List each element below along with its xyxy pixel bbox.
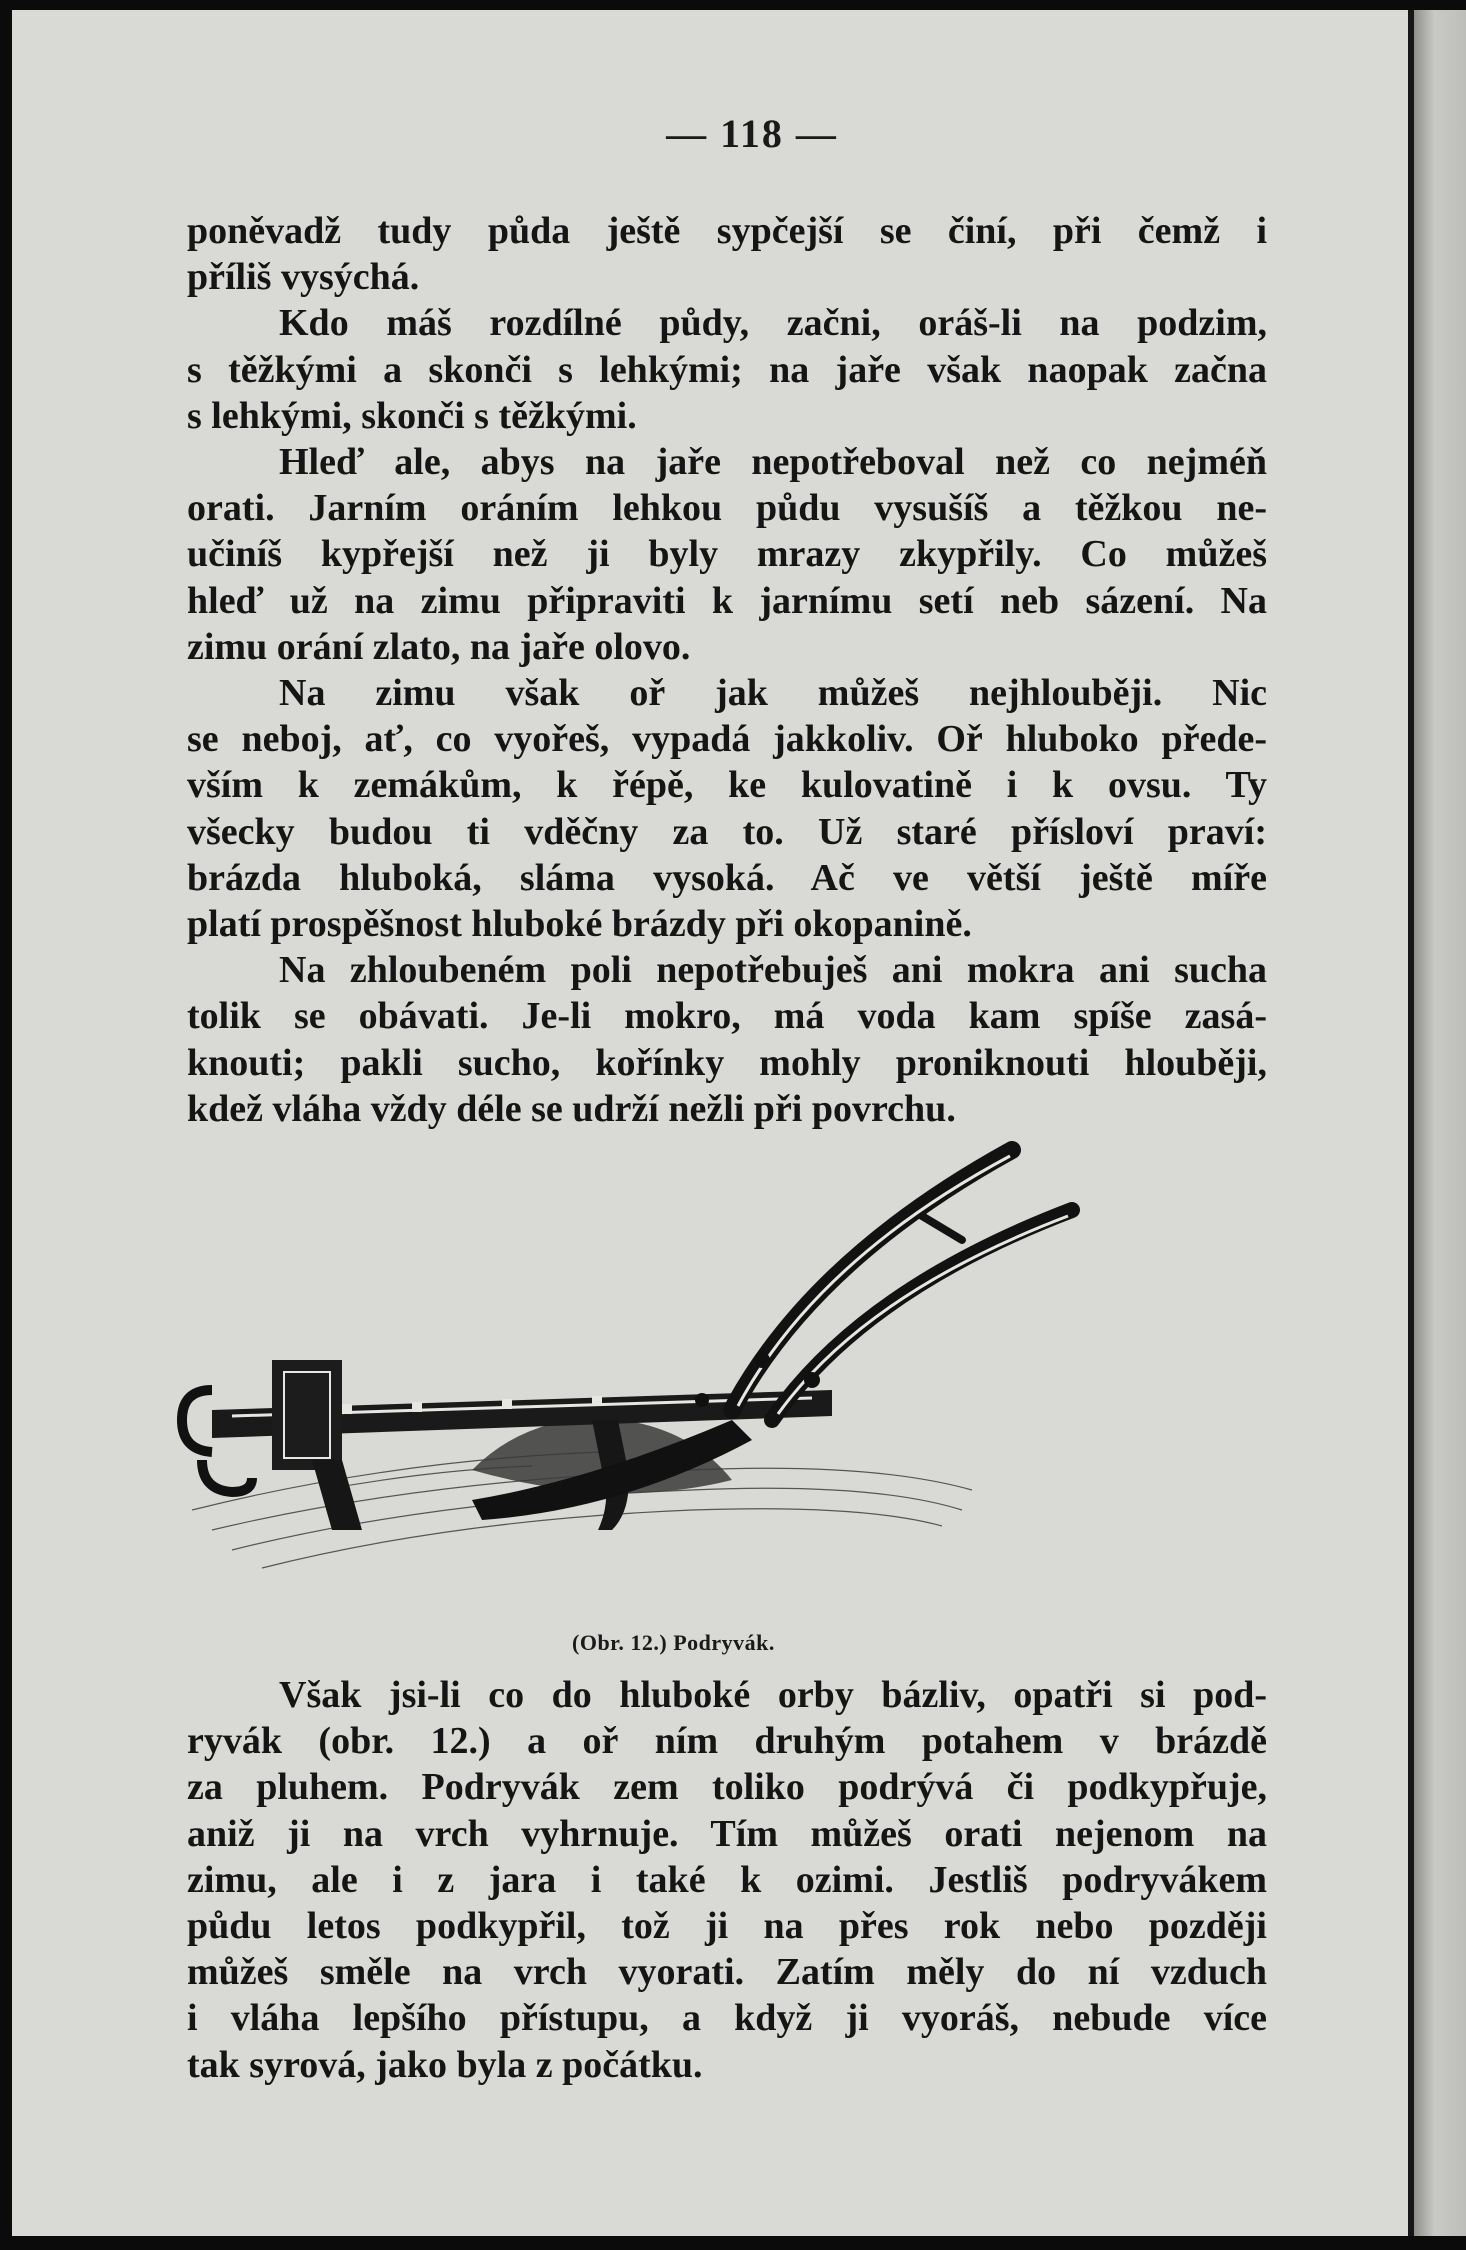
text-line: tolik se obávati. Je-li mokro, má voda kam spíše zasá-	[187, 995, 1267, 1038]
text-line: příliš vysýchá.	[187, 256, 420, 299]
body-text-top	[187, 208, 1267, 1132]
text-line: učiníš kypřejší než ji byly mrazy zkypřily. Co můžeš	[187, 533, 1267, 576]
text-line: s lehkými, skonči s těžkými.	[187, 394, 637, 437]
text-line: hleď už na zimu připraviti k jarnímu setí neb sázení. Na	[187, 579, 1267, 622]
clevis-block	[272, 1360, 342, 1470]
text-line: knouti; pakli sucho, kořínky mohly proniknouti hlouběji,	[187, 1041, 1267, 1084]
text-line: ryvák (obr. 12.) a oř ním druhým potahem v brázdě	[187, 1720, 1267, 1763]
text-line: Na zhloubeném poli nepotřebuješ ani mokra ani sucha	[279, 949, 1267, 992]
text-line: zimu, ale i z jara i také k ozimi. Jestliš podryvákem	[187, 1858, 1267, 1901]
text-line: můžeš směle na vrch vyorati. Zatím měly do ní vzduch	[187, 1951, 1267, 1994]
text-line: Však jsi-li co do hluboké orby bázliv, opatři si pod-	[279, 1674, 1267, 1716]
body-text-bottom	[187, 1672, 1267, 2088]
text-line: i vláha lepšího přístupu, a když ji vyoráš, nebude více	[187, 1997, 1267, 2040]
text-line: všecky budou ti vděčny za to. Už staré přísloví praví:	[187, 810, 1267, 853]
text-line: zimu orání zlato, na jaře olovo.	[187, 625, 691, 668]
subsoil-plough-illustration	[172, 1090, 1272, 1590]
text-line: se neboj, ať, co vyořeš, vypadá jakkoliv. Oř hluboko přede-	[187, 718, 1267, 761]
text-line: aniž ji na vrch vyhrnuje. Tím můžeš orati nejenom na	[187, 1812, 1267, 1855]
text-line: kdež vláha vždy déle se udrží nežli při povrchu.	[187, 1087, 956, 1130]
text-line: půdu letos podkypřil, tož ji na přes rok nebo později	[187, 1905, 1267, 1948]
text-line: za pluhem. Podryvák zem toliko podrývá či podkypřuje,	[187, 1766, 1267, 1809]
text-line: vším k zemákům, k řépě, ke kulovatině i k ovsu. Ty	[187, 764, 1267, 807]
text-line: platí prospěšnost hluboké brázdy při okopanině.	[187, 903, 972, 946]
plough-handles	[732, 1150, 1072, 1420]
next-page-edge	[1414, 10, 1466, 2236]
text-line: tak syrová, jako byla z počátku.	[187, 2043, 703, 2086]
figure-caption: (Obr. 12.) Podryvák.	[572, 1630, 775, 1655]
text-line: orati. Jarním oráním lehkou půdu vysušíš a těžkou ne-	[187, 487, 1267, 530]
page-number: — 118 —	[666, 111, 838, 156]
text-line: Kdo máš rozdílné půdy, začni, oráš-li na podzim,	[279, 302, 1267, 345]
text-line: Hleď ale, abys na jaře nepotřeboval než co nejméň	[279, 441, 1267, 484]
handle-highlights	[738, 1156, 1068, 1414]
text-line: poněvadž tudy půda ještě sypčejší se činí, při čemž i	[187, 210, 1267, 252]
text-line: s těžkými a skonči s lehkými; na jaře však naopak začna	[187, 348, 1267, 391]
text-line: Na zimu však oř jak můžeš nejhlouběji. Nic	[279, 672, 1267, 715]
text-line: brázda hluboká, sláma vysoká. Ač ve větší ještě míře	[187, 856, 1267, 899]
book-page	[12, 10, 1408, 2236]
front-hook	[182, 1390, 252, 1492]
